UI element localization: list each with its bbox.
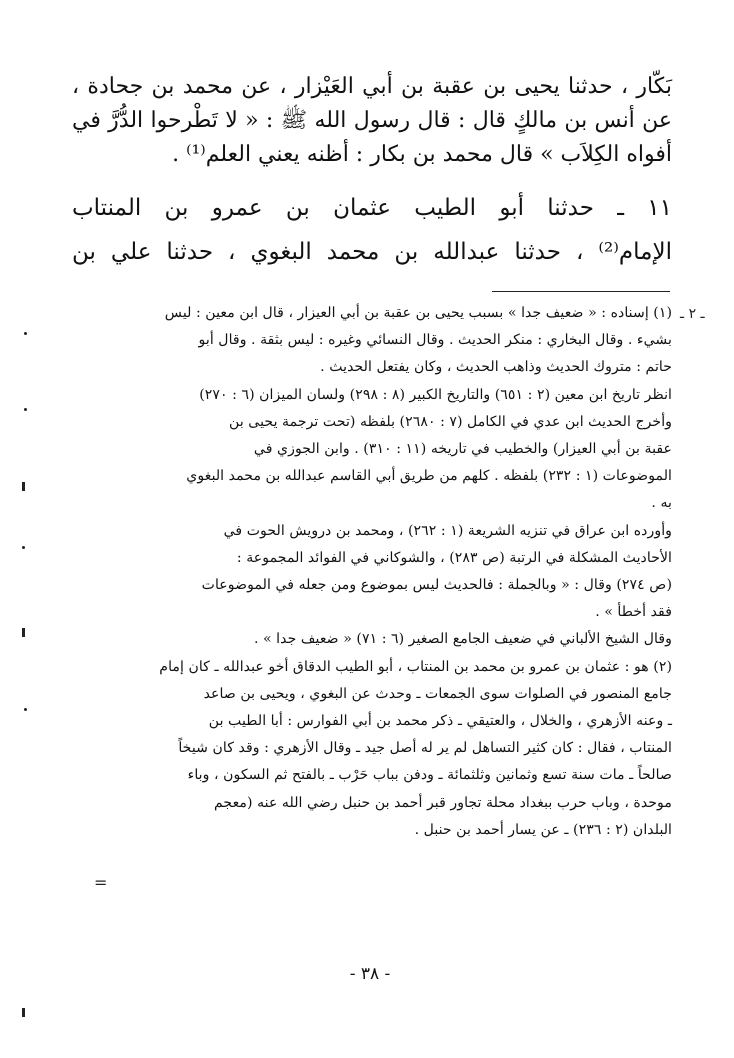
footnote-1 <box>62 300 672 518</box>
main-line-2: عن أنس بن مالكٍ قال : قال رسول الله ﷺ : « لا تَطْرحوا الدُّرَّ في <box>72 108 672 133</box>
margin-dot <box>22 546 25 549</box>
footnote-line: فقد أخطأ » . <box>595 604 672 621</box>
footnote-line: وأورده ابن عراق في تنزيه الشريعة (١ : ٢٦٢) ، ومحمد بن درويش الحوت في <box>223 522 672 539</box>
margin-dot <box>24 408 27 411</box>
footnote-line: صالحاً ـ مات سنة تسع وثمانين وثلثمائة ـ ودفن بباب حَرْب ـ بالفتح ثم السكون ، وباء <box>187 767 672 784</box>
main-text <box>72 70 672 274</box>
hadith-line-2: الإمام⁽²⁾ ، حدثنا عبدالله بن محمد البغوي ، حدثنا علي بن <box>72 239 672 265</box>
footnote-line: جامع المنصور في الصلوات سوى الجمعات ـ وحدث عن البغوي ، ويحيى بن صاعد <box>203 685 672 702</box>
footnote-line: الأحاديث المشكلة في الرتبة (ص ٢٨٣) ، والشوكاني في الفوائد المجموعة : <box>236 549 672 566</box>
main-line-3: أفواه الكِلاَب » قال محمد بن بكار : أظنه يعني العلم⁽¹⁾ . <box>172 142 672 167</box>
footnote-line: (١) إسناده : « ضعيف جدا » بسبب يحيى بن عقبة بن أبي العيزار ، قال ابن معين : ليس <box>164 305 672 321</box>
side-mark: = <box>94 873 108 892</box>
footnote-line: (ص ٢٧٤) وقال : « وبالجملة : فالحديث ليس بموضوع ومن جعله في الموضوعات <box>201 577 672 594</box>
footnote-line: حاتم : متروك الحديث وذاهب الحديث ، وكان يفتعل الحديث . <box>320 359 672 376</box>
footnote-line: (٢) هو : عثمان بن عمرو بن محمد بن المنتاب ، أبو الطيب الدقاق أخو عبدالله ـ كان إمام <box>159 658 672 675</box>
main-line-1: بَكّار ، حدثنا يحيى بن عقبة بن أبي العَيْزار ، عن محمد بن جحادة ، <box>72 74 672 99</box>
margin-dot <box>24 708 27 711</box>
footnote-line: عقبة بن أبي العيزار) والخطيب في تاريخه (١١ : ٣١٠) . وابن الجوزي في <box>253 441 672 458</box>
margin-tick <box>22 482 25 491</box>
margin-dot <box>24 332 27 335</box>
footnote-line: موحدة ، وباب حرب ببغداد محلة تجاور قبر أحمد بن حنبل رضي الله عنه (معجم <box>213 794 672 811</box>
footnote-line: انظر تاريخ ابن معين (٢ : ٦٥١) والتاريخ الكبير (٨ : ٢٩٨) ولسان الميزان (٦ : ٢٧٠) <box>199 386 672 403</box>
hadith-line-1: ١١ ـ حدثنا أبو الطيب عثمان بن عمرو بن المنتاب <box>72 195 672 221</box>
footnote-line: الموضوعات (١ : ٢٣٢) بلفظه . كلهم من طريق أبي القاسم عبدالله بن محمد البغوي <box>186 468 672 485</box>
footnote-line: بشيء . وقال البخاري : منكر الحديث . وقال النسائي وغيره : ليس بثقة . وقال أبو <box>198 332 672 349</box>
footnote-line: البلدان (٢ : ٢٣٦) ـ عن يسار أحمد بن حنبل . <box>414 821 672 838</box>
footnote-2 <box>62 654 672 844</box>
margin-note: ـ ٢ ـ <box>680 306 705 322</box>
footnote-line: ـ وعنه الأزهري ، والخلال ، والعتيقي ـ ذكر محمد بن أبي الفوارس : أبا الطيب بن <box>208 713 672 730</box>
footnote-line: وأخرج الحديث ابن عدي في الكامل (٧ : ٢٦٨٠) بلفظه (تحت ترجمة يحيى بن <box>229 413 672 430</box>
footnotes <box>62 300 672 844</box>
footnote-1-continued <box>62 518 672 654</box>
margin-tick <box>22 628 25 637</box>
footnote-line: به . <box>651 495 672 512</box>
footnote-separator <box>492 291 670 292</box>
page-number: - ٣٨ - <box>349 964 391 984</box>
footnote-line: وقال الشيخ الألباني في ضعيف الجامع الصغير (٦ : ٧١) « ضعيف جدا » . <box>253 631 672 648</box>
margin-tick <box>22 1008 25 1017</box>
footnote-line: المنتاب ، فقال : كان كثير التساهل لم ير له أصل جيد ـ وقال الأزهري : وقد كان شيخاً <box>178 740 672 757</box>
